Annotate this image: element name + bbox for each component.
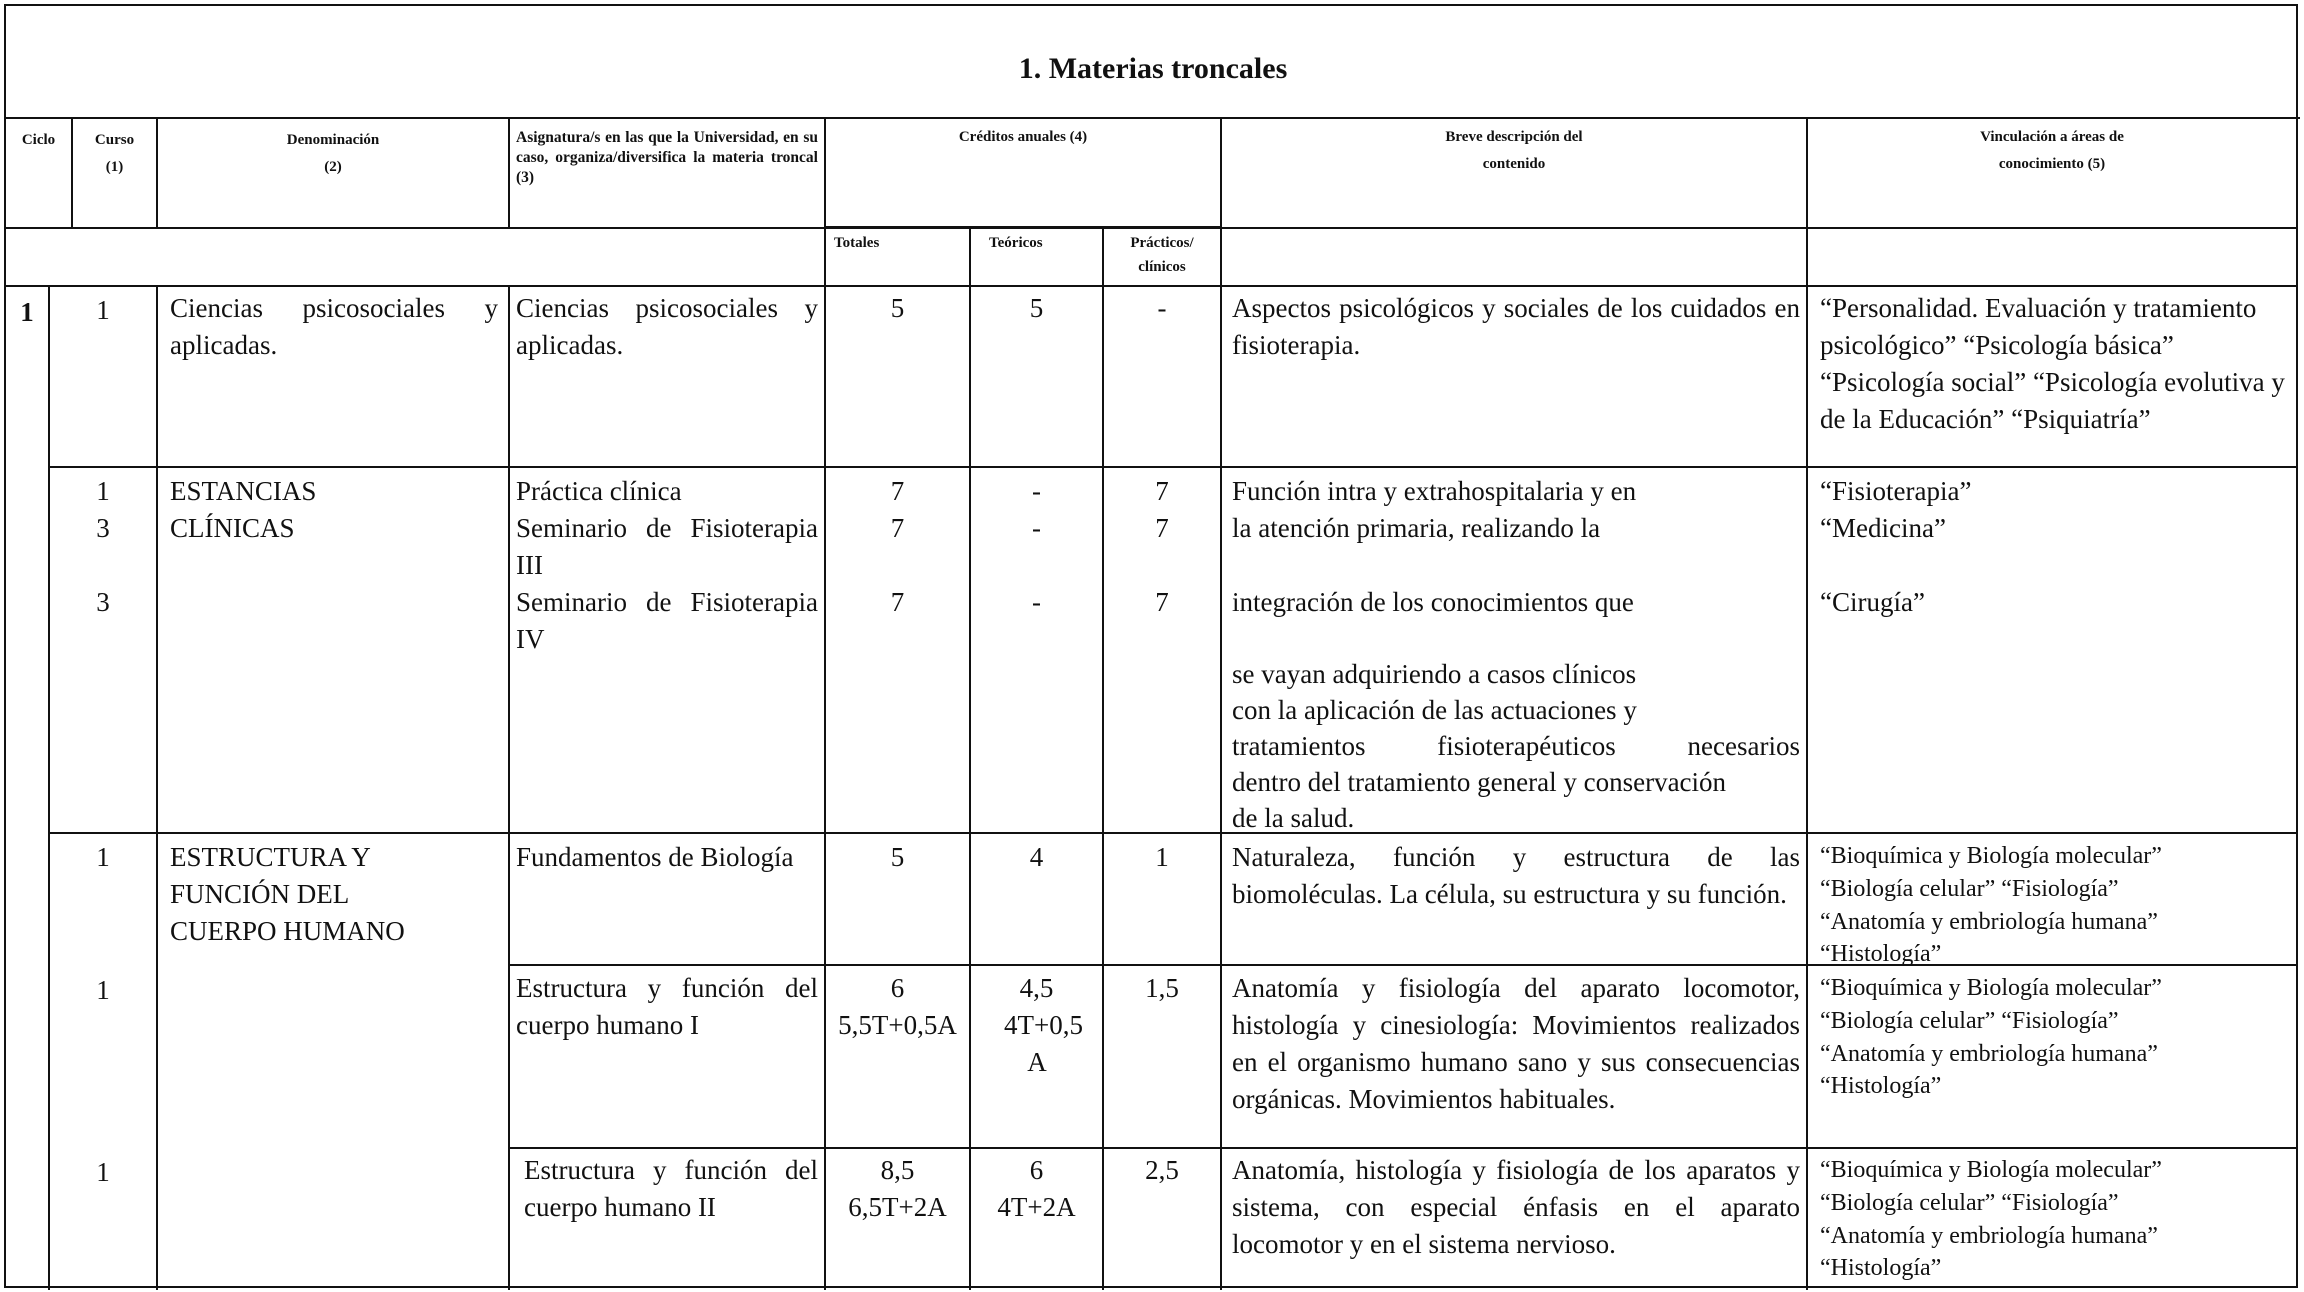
row2-vinculacion-3: “Cirugía” bbox=[1820, 587, 1925, 617]
row2-denominacion-b: CLÍNICAS bbox=[170, 513, 295, 543]
header-curso: Curso bbox=[94, 132, 135, 148]
header-practicos: Prácticos/ bbox=[1130, 235, 1194, 251]
page-title-cell bbox=[6, 6, 2300, 119]
page-title: 1. Materias troncales bbox=[1018, 52, 1288, 85]
row3-denominacion-a: ESTRUCTURA Y bbox=[170, 842, 371, 872]
col-creditos-divider bbox=[1220, 119, 1222, 1290]
header-denominacion: Denominación bbox=[286, 132, 380, 148]
row3b-vinculacion-3: “Anatomía y embriología humana” bbox=[1820, 1041, 2158, 1067]
row3c-teoricos-detail: 4T+2A bbox=[997, 1192, 1076, 1222]
col-descripcion-divider bbox=[1806, 119, 1808, 1290]
row3c-totales-detail: 6,5T+2A bbox=[848, 1192, 947, 1222]
row2-teoricos-1: - bbox=[1032, 476, 1041, 506]
header-vinculacion-b: conocimiento (5) bbox=[1998, 156, 2106, 172]
ciclo-value: 1 bbox=[20, 297, 34, 327]
header-ciclo: Ciclo bbox=[21, 132, 56, 148]
col-ciclo-divider-body bbox=[48, 285, 50, 1290]
row2-denominacion-a: ESTANCIAS bbox=[170, 476, 317, 506]
row2-descripcion-line-5: con la aplicación de las actuaciones y bbox=[1232, 695, 1637, 725]
row3b-practicos: 1,5 bbox=[1145, 973, 1179, 1003]
row3c-vinculacion-3: “Anatomía y embriología humana” bbox=[1820, 1223, 2158, 1249]
row3a-practicos: 1 bbox=[1155, 842, 1169, 872]
row2-practicos-2: 7 bbox=[1155, 513, 1169, 543]
row3c-practicos: 2,5 bbox=[1145, 1155, 1179, 1185]
col-denominacion-divider-body bbox=[508, 285, 510, 1290]
row3c-curso: 1 bbox=[96, 1157, 110, 1187]
row3a-vinculacion-2: “Biología celular” “Fisiología” bbox=[1820, 876, 2119, 902]
row3a-vinculacion-4: “Histología” bbox=[1820, 941, 1942, 967]
row3a-descripcion: Naturaleza, función y estructura de las biomoléculas. La célula, su estructura y su función. bbox=[1232, 842, 1800, 909]
row3a-vinculacion-1: “Bioquímica y Biología molecular” bbox=[1820, 843, 2162, 869]
row3b-totales-detail: 5,5T+0,5A bbox=[838, 1010, 957, 1040]
row1-curso: 1 bbox=[96, 295, 110, 325]
row2-totales-1: 7 bbox=[890, 476, 905, 506]
row1-denominacion: Ciencias psicosociales y aplicadas. bbox=[170, 293, 498, 360]
header-creditos: Créditos anuales (4) bbox=[958, 129, 1088, 145]
creditos-divider bbox=[824, 226, 1220, 228]
row3b-totales: 6 bbox=[890, 973, 905, 1003]
row2-descripcion-line-6: tratamientos fisioterapéuticos necesarios bbox=[1232, 731, 1800, 761]
row3c-teoricos: 6 bbox=[1029, 1155, 1044, 1185]
row2-asignatura-2: Seminario de Fisioterapia III bbox=[516, 513, 818, 580]
row3-denominacion-b: FUNCIÓN DEL bbox=[170, 879, 350, 909]
row2-curso-3: 3 bbox=[96, 587, 110, 617]
row1-divider bbox=[48, 466, 2296, 468]
row1-totales: 5 bbox=[890, 293, 905, 323]
col-curso-divider-body bbox=[156, 285, 158, 1290]
row3c-descripcion: Anatomía, histología y fisiología de los aparatos y sistema, con especial énfasis en el aparato locomotor y en el sistema nervioso. bbox=[1232, 1155, 1800, 1259]
header-totales: Totales bbox=[834, 235, 880, 251]
header-asignatura: Asignatura/s en las que la Universidad, en su caso, organiza/diversifica la materia troncal (3) bbox=[516, 129, 818, 186]
row3b-vinculacion-1: “Bioquímica y Biología molecular” bbox=[1820, 975, 2162, 1001]
row2-curso-2: 3 bbox=[96, 513, 110, 543]
row2-vinculacion-2: “Medicina” bbox=[1820, 513, 1946, 543]
row2-teoricos-2: - bbox=[1032, 513, 1041, 543]
row3b-descripcion: Anatomía y fisiología del aparato locomotor, histología y cinesiología: Movimientos realizados en el organismo humano sano y sus consecuencias orgánicas. Movimientos habituales. bbox=[1232, 973, 1800, 1114]
row2-teoricos-3: - bbox=[1032, 587, 1041, 617]
row3b-vinculacion-4: “Histología” bbox=[1820, 1073, 1942, 1099]
row2-descripcion-line-3: integración de los conocimientos que bbox=[1232, 587, 1634, 617]
header-vinculacion: Vinculación a áreas de bbox=[1980, 129, 2124, 145]
row3b-teoricos: 4,5 bbox=[1019, 973, 1054, 1003]
header-practicos-b: clínicos bbox=[1138, 259, 1186, 275]
row3c-vinculacion-1: “Bioquímica y Biología molecular” bbox=[1820, 1157, 2162, 1183]
subheader-divider bbox=[6, 285, 2296, 287]
row2-practicos-1: 7 bbox=[1155, 476, 1169, 506]
row2-descripcion-line-8: de la salud. bbox=[1232, 803, 1355, 833]
row3a-totales: 5 bbox=[890, 842, 905, 872]
row3a-curso: 1 bbox=[96, 842, 110, 872]
row2-vinculacion-1: “Fisioterapia” bbox=[1820, 476, 1972, 506]
header-descripcion-b: contenido bbox=[1482, 156, 1546, 172]
row3a-vinculacion-3: “Anatomía y embriología humana” bbox=[1820, 909, 2158, 935]
row2-descripcion-line-2: la atención primaria, realizando la bbox=[1232, 513, 1601, 543]
row3-denominacion-c: CUERPO HUMANO bbox=[170, 916, 405, 946]
row3b-vinculacion-2: “Biología celular” “Fisiología” bbox=[1820, 1008, 2119, 1034]
row3c-vinculacion-2: “Biología celular” “Fisiología” bbox=[1820, 1190, 2119, 1216]
row3c-vinculacion-4: “Histología” bbox=[1820, 1255, 1942, 1281]
row1-asignatura: Ciencias psicosociales y aplicadas. bbox=[516, 293, 818, 360]
row2-totales-2: 7 bbox=[890, 513, 905, 543]
row3c-asignatura: Estructura y función del cuerpo humano II bbox=[524, 1155, 818, 1222]
header-teoricos: Teóricos bbox=[989, 235, 1043, 251]
header-curso-note: (1) bbox=[105, 159, 124, 175]
row1-practicos: - bbox=[1157, 293, 1167, 323]
col-totales-divider bbox=[969, 227, 971, 1290]
col-denominacion-divider bbox=[508, 119, 510, 227]
row2-descripcion-line-1: Función intra y extrahospitalaria y en bbox=[1232, 476, 1637, 506]
row2-totales-3: 7 bbox=[890, 587, 905, 617]
header-denominacion-note: (2) bbox=[324, 159, 342, 175]
row3c-totales: 8,5 bbox=[880, 1155, 915, 1185]
row1-teoricos: 5 bbox=[1029, 293, 1044, 323]
row2-asignatura-3: Seminario de Fisioterapia IV bbox=[516, 587, 818, 654]
col-teoricos-divider bbox=[1102, 227, 1104, 1290]
row2-practicos-3: 7 bbox=[1155, 587, 1169, 617]
row2-curso-1: 1 bbox=[96, 476, 110, 506]
row3b-asignatura: Estructura y función del cuerpo humano I bbox=[516, 973, 818, 1040]
row3b-curso: 1 bbox=[96, 975, 110, 1005]
row2-asignatura-1: Práctica clínica bbox=[516, 476, 682, 506]
row2-descripcion-line-7: dentro del tratamiento general y conservación bbox=[1232, 767, 1727, 797]
row1-descripcion: Aspectos psicológicos y sociales de los cuidados en fisioterapia. bbox=[1232, 293, 1800, 360]
row2-descripcion-line-4: se vayan adquiriendo a casos clínicos bbox=[1232, 659, 1637, 689]
row3b-teoricos-detail: 4T+0,5 A bbox=[1004, 1010, 1083, 1077]
row3a-asignatura: Fundamentos de Biología bbox=[516, 842, 794, 872]
row3a-teoricos: 4 bbox=[1029, 842, 1044, 872]
row3b-divider bbox=[508, 1147, 2296, 1149]
header-descripcion: Breve descripción del bbox=[1445, 129, 1583, 145]
row1-vinculacion: “Personalidad. Evaluación y tratamiento psicológico” “Psicología básica” “Psicología social” “Psicología evolutiva y de la Educación” “Psiquiatría” bbox=[1820, 293, 2285, 434]
table-frame bbox=[4, 4, 2298, 1288]
row2-divider bbox=[48, 832, 2296, 834]
